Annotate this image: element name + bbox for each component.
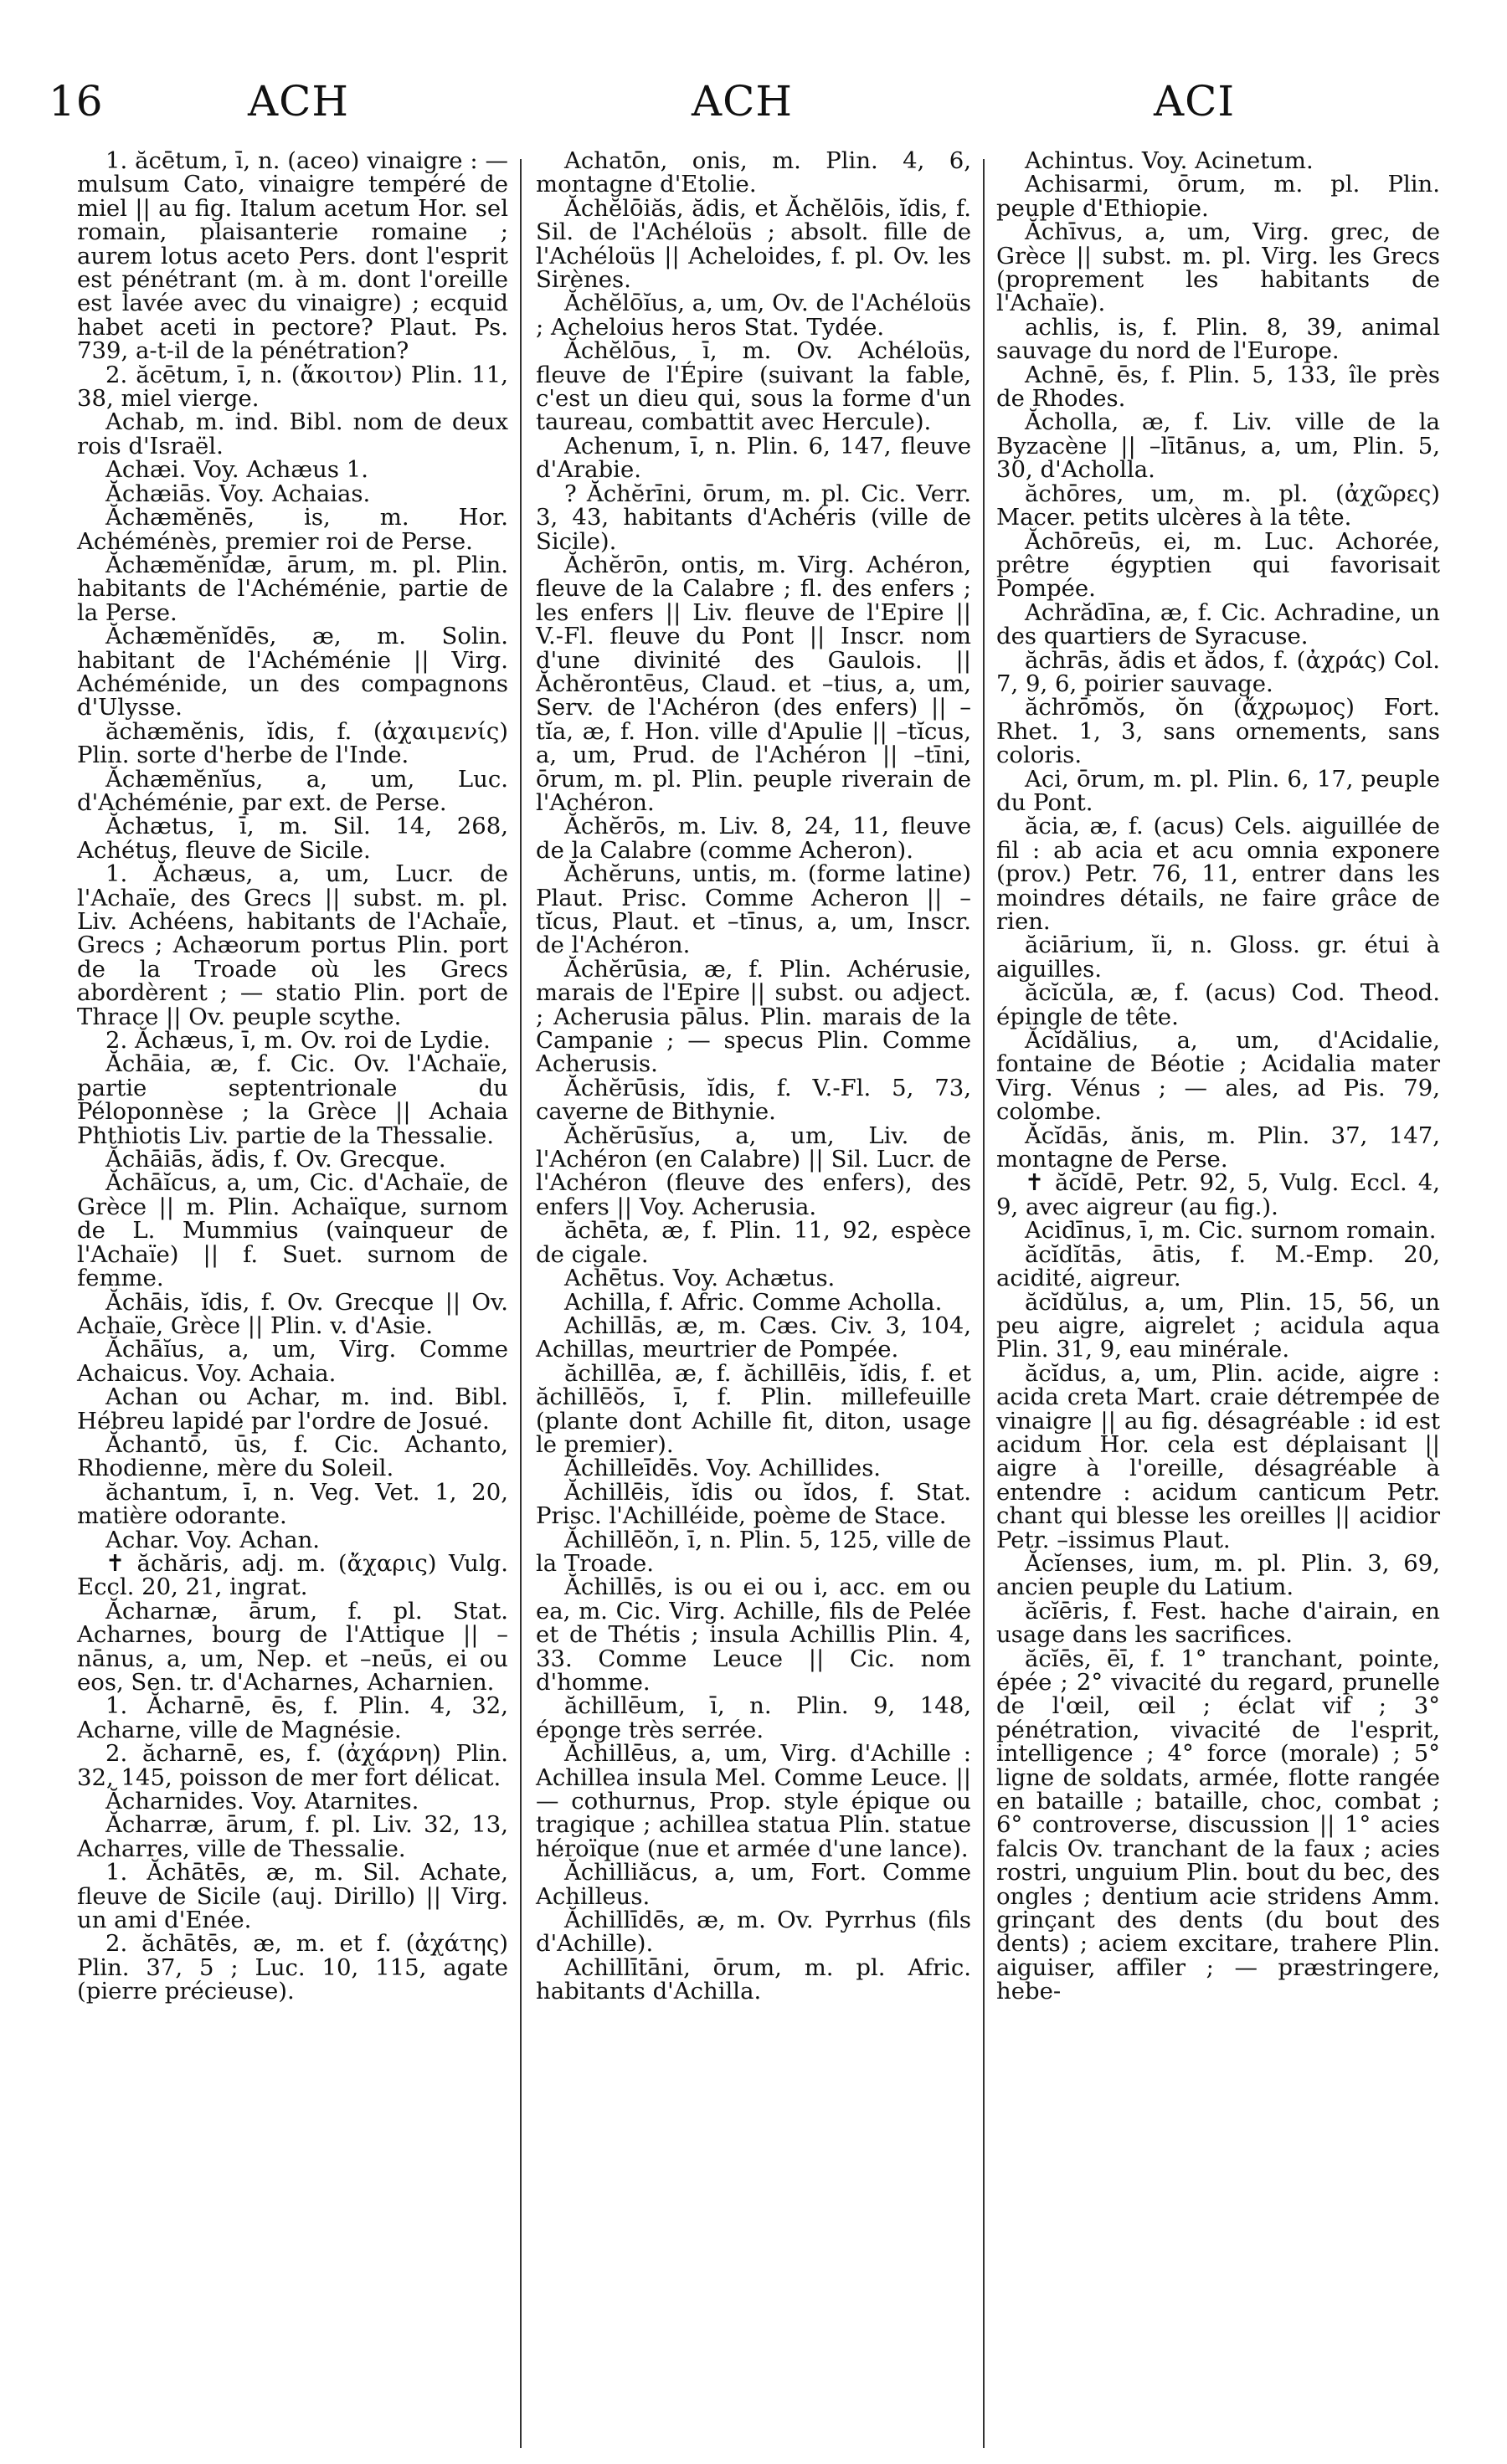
- entry: Achillītāni, ōrum, m. pl. Afric. habitants d'Achilla.: [536, 1953, 971, 2005]
- column-3: [996, 149, 1440, 2004]
- entry: Ăchĕrōs, m. Liv. 8, 24, 11, fleuve de la Calabre (comme Acheron).: [536, 813, 971, 864]
- entry: Achisarmi, ōrum, m. pl. Plin. peuple d'Ethiopie.: [996, 171, 1440, 222]
- entry: Ăchāia, æ, f. Cic. Ov. l'Achaïe, partie septentrionale du Péloponnèse ; la Grèce || Achaia Phthiotis Liv. partie de la Thessalie.: [77, 1050, 508, 1149]
- entry: Ăchillīdēs, æ, m. Ov. Pyrrhus (fils d'Achille).: [536, 1907, 971, 1958]
- entry: Ăchĕrōn, ontis, m. Virg. Achéron, fleuve de la Calabre ; fl. des enfers ; les enfers || Liv. fleuve de l'Epire || V.-Fl. fleuve du Pont || Inscr. nom d'une divinité des Gaulois. || Ăchĕrontēus, Claud. et –tius, a, um, Serv. de l'Achéron (des enfers) || –tĭa, æ, f. Hon. ville d'Apulie || –tĭcus, a, um, Prud. de l'Achéron || –tīni, ōrum, m. pl. Plin. peuple riverain de l'Achéron.: [536, 551, 971, 816]
- column-2: [536, 149, 971, 2004]
- entry: ăcĭcŭla, æ, f. (acus) Cod. Theod. épingle de tête.: [996, 979, 1440, 1030]
- entry: Achæi. Voy. Achæus 1.: [105, 456, 368, 484]
- entry: Ăchĕlōiăs, ădis, et Ăchĕlōis, ĭdis, f. Sil. de l'Achéloüs ; absolt. fille de l'Achéloüs || Acheloides, f. pl. Ov. les Sirènes.: [536, 194, 971, 294]
- entry: Ăchæmĕnēs, is, m. Hor. Achéménès, premier roi de Perse.: [77, 504, 508, 555]
- entry: Ăchāiās, ădis, f. Ov. Grecque.: [105, 1146, 446, 1173]
- entry: ăchōres, um, m. pl. (ἀχῶρες) Macer. petits ulcères à la tête.: [996, 480, 1440, 531]
- page-number: 16: [49, 77, 104, 126]
- entry: Ăchæmĕnĭdēs, æ, m. Solin. habitant de l'Achéménie || Virg. Achéménide, un des compagnons d'Ulysse.: [77, 623, 508, 721]
- entry: Ăcharnæ, ārum, f. pl. Stat. Acharnes, bourg de l'Attique || –nānus, a, um, Nep. et –neūs, ei ou eos, Sen. tr. d'Acharnes, Acharnien.: [77, 1597, 508, 1696]
- entry: Achenum, ī, n. Plin. 6, 147, fleuve d'Arabie.: [536, 432, 971, 484]
- entry: ăcĭēs, ēī, f. 1° tranchant, pointe, épée ; 2° vivacité du regard, prunelle de l'œil, œil ; éclat vif ; 3° pénétration, vivacité de l'esprit, intelligence ; 4° force (morale) ; 5° ligne de soldats, armée, flotte rangée en bataille ; bataille, choc, combat ; 6° controverse, discussion || 1° acies falcis Ov. tranchant de la faux ; acies rostri, unguium Plin. bout du bec, des ongles ; dentium acie stridens Amm. grinçant des dents (du bout des dents) ; aciem excitare, trahere Plin. aiguiser, affiler ; — præstringere, hebe-: [996, 1645, 1440, 2005]
- entry: Ăchillēŏn, ī, n. Plin. 5, 125, ville de la Troade.: [536, 1526, 971, 1577]
- entry: Ăchĕrūsis, ĭdis, f. V.-Fl. 5, 73, caverne de Bithynie.: [536, 1074, 971, 1126]
- entry: ăchēta, æ, f. Plin. 11, 92, espèce de cigale.: [536, 1217, 971, 1268]
- entry: Ăchilleīdēs. Voy. Achillides.: [564, 1455, 882, 1482]
- entry: Achatōn, onis, m. Plin. 4, 6, montagne d'Etolie.: [536, 147, 971, 198]
- entry: Ăchĕlōĭus, a, um, Ov. de l'Achéloüs ; Acheloius heros Stat. Tydée.: [536, 290, 971, 341]
- entry: Ăchillēs, is ou ei ou i, acc. em ou ea, m. Cic. Virg. Achille, fils de Pelée et de Thétis ; insula Achillis Plin. 4, 33. Comme Leuce || Cic. nom d'homme.: [536, 1573, 971, 1696]
- entry: Ăchĕruns, untis, m. (forme latine) Plaut. Prisc. Comme Acheron || –tĭcus, Plaut. et –tīnus, a, um, Inscr. de l'Achéron.: [536, 860, 971, 959]
- entry: Ăchāĭus, a, um, Virg. Comme Achaicus. Voy. Achaia.: [77, 1336, 508, 1387]
- entry: Ăchæmĕnĭdæ, ārum, m. pl. Plin. habitants de l'Achéménie, partie de la Perse.: [77, 551, 508, 626]
- entry: Achrădīna, æ, f. Cic. Achradine, un des quartiers de Syracuse.: [996, 598, 1440, 650]
- entry: 2. ăchātēs, æ, m. et f. (ἀχάτης) Plin. 37, 5 ; Luc. 10, 115, agate (pierre précieuse).: [77, 1930, 508, 2005]
- entry: Ăcĭenses, ium, m. pl. Plin. 3, 69, ancien peuple du Latium.: [996, 1549, 1440, 1601]
- entry: 2. Ăchæus, ī, m. Ov. roi de Lydie.: [105, 1027, 491, 1055]
- entry: Ăcĭdās, ănis, m. Plin. 37, 147, montagne de Perse.: [996, 1122, 1440, 1173]
- entry: achlis, is, f. Plin. 8, 39, animal sauvage du nord de l'Europe.: [996, 313, 1440, 365]
- header-center-guide: ACH: [692, 77, 793, 126]
- entry: Achillās, æ, m. Cæs. Civ. 3, 104, Achillas, meurtrier de Pompée.: [536, 1312, 971, 1363]
- entry: Achar. Voy. Achan.: [105, 1526, 321, 1553]
- entry: 1. ăcētum, ī, n. (aceo) vinaigre : — mulsum Cato, vinaigre tempéré de miel || au fig. Italum acetum Hor. sel romain, plaisanterie romaine ; aurem lotus aceto Pers. dont l'esprit est pénétrant (m. à m. dont l'oreille est lavée avec du vinaigre) ; ecquid habet aceti in pectore? Plaut. Ps. 739, a-t-il de la pénétration?: [77, 147, 508, 365]
- entry: ăciārium, ĭi, n. Gloss. gr. étui à aiguilles.: [996, 932, 1440, 983]
- entry: Ăcholla, æ, f. Liv. ville de la Byzacène || –lītānus, a, um, Plin. 5, 30, d'Acholla.: [996, 408, 1440, 484]
- entry: Ăcharræ, ārum, f. pl. Liv. 32, 13, Acharres, ville de Thessalie.: [77, 1811, 508, 1862]
- entry: Ăchillēis, ĭdis ou ĭdos, f. Stat. Prisc. l'Achilléide, poème de Stace.: [536, 1478, 971, 1530]
- entry: ăcĭēris, f. Fest. hache d'airain, en usage dans les sacrifices.: [996, 1597, 1440, 1649]
- entry: ăchillēum, ī, n. Plin. 9, 148, éponge très serrée.: [536, 1692, 971, 1743]
- entry: ăcĭdus, a, um, Plin. acide, aigre : acida creta Mart. craie détrempée de vinaigre || au fig. désagréable : id est acidum Hor. cela est déplaisant || aigre à l'oreille, désagréable à entendre : acidum canticum Petr. chant qui blesse les oreilles || acidior Petr. –issimus Plaut.: [996, 1359, 1440, 1553]
- entry: 1. Ăchæus, a, um, Lucr. de l'Achaïe, des Grecs || subst. m. pl. Liv. Achéens, habitants de l'Achaïe, Grecs ; Achæorum portus Plin. port de la Troade où les Grecs abordèrent ; — statio Plin. port de Thrace || Ov. peuple scythe.: [77, 860, 508, 1030]
- entry: ✝ ăcĭdē, Petr. 92, 5, Vulg. Eccl. 4, 9, avec aigreur (au fig.).: [996, 1169, 1440, 1220]
- entry: ✝ ăchăris, adj. m. (ἄχαρις) Vulg. Eccl. 20, 21, ingrat.: [77, 1549, 508, 1601]
- header-right-guide: ACI: [1154, 77, 1236, 126]
- entry: Ăchĕrūsia, æ, f. Plin. Achérusie, marais de l'Epire || subst. ou adject. ; Acherusia pālus. Plin. marais de la Campanie ; — specus Plin. Comme Acherusis.: [536, 955, 971, 1078]
- entry: Ăchĕlōus, ī, m. Ov. Achéloüs, fleuve de l'Épire (suivant la fable, c'est un dieu qui, sous la forme d'un taureau, combattit avec Hercule).: [536, 337, 971, 436]
- entry: Achan ou Achar, m. ind. Bibl. Hébreu lapidé par l'ordre de Josué.: [77, 1383, 508, 1435]
- entry: ăcia, æ, f. (acus) Cels. aiguillée de fil : ab acia et acu omnia exponere (prov.) Petr. 76, 11, entrer dans les moindres détails, ne faire grâce de rien.: [996, 813, 1440, 935]
- entry: ? Ăchĕrīni, ōrum, m. pl. Cic. Verr. 3, 43, habitants d'Achéris (ville de Sicile).: [536, 480, 971, 555]
- entry: Ăchætus, ī, m. Sil. 14, 268, Achétus, fleuve de Sicile.: [77, 813, 508, 864]
- entry: Ăchilliăcus, a, um, Fort. Comme Achilleus.: [536, 1859, 971, 1910]
- column-divider: [983, 159, 985, 2448]
- entry: Acidīnus, ī, m. Cic. surnom romain.: [1025, 1217, 1437, 1245]
- entry: ăchrās, ădis et ădos, f. (ἀχράς) Col. 7, 9, 6, poirier sauvage.: [996, 646, 1440, 697]
- column-1: [77, 149, 508, 2004]
- entry: Ăchīvus, a, um, Virg. grec, de Grèce || subst. m. pl. Virg. les Grecs (proprement les habitants de l'Achaïe).: [996, 218, 1440, 317]
- entry: Ăchōreūs, ei, m. Luc. Achorée, prêtre égyptien qui favorisait Pompée.: [996, 527, 1440, 603]
- entry: Achab, m. ind. Bibl. nom de deux rois d'Israël.: [77, 408, 508, 459]
- column-divider: [520, 159, 522, 2448]
- entry: ăchæmĕnis, ĭdis, f. (ἀχαιμενίς) Plin. sorte d'herbe de l'Inde.: [77, 717, 508, 769]
- entry: 1. Ăcharnē, ēs, f. Plin. 4, 32, Acharne, ville de Magnésie.: [77, 1692, 508, 1743]
- entry: Ăchĕrūsĭus, a, um, Liv. de l'Achéron (en Calabre) || Sil. Lucr. de l'Achéron (fleuve des enfers), des enfers || Voy. Acherusia.: [536, 1122, 971, 1220]
- entry: ăchrōmŏs, ŏn (ἄχρωμος) Fort. Rhet. 1, 3, sans ornements, sans coloris.: [996, 694, 1440, 769]
- entry: Ăchæiās. Voy. Achaias.: [105, 480, 371, 507]
- entry: Ăchillēus, a, um, Virg. d'Achille : Achillea insula Mel. Comme Leuce. || — cothurnus, Prop. style épique ou tragique ; achillea statua Plin. statue héroïque (nue et armée d'une lance).: [536, 1740, 971, 1862]
- entry: ăchillēa, æ, f. ăchillēis, ĭdis, f. et ăchillēŏs, ī, f. Plin. millefeuille (plante dont Achille fit, diton, usage le premier).: [536, 1359, 971, 1458]
- header-left-guide: ACH: [248, 77, 349, 126]
- running-header: [0, 77, 1507, 152]
- entry: Achintus. Voy. Acinetum.: [1025, 147, 1314, 174]
- entry: ăchantum, ī, n. Veg. Vet. 1, 20, matière odorante.: [77, 1478, 508, 1530]
- entry: 2. ăcētum, ī, n. (ἄκοιτον) Plin. 11, 38, miel vierge.: [77, 361, 508, 413]
- entry: 2. ăcharnē, es, f. (ἀχάρνη) Plin. 32, 145, poisson de mer fort délicat.: [77, 1740, 508, 1791]
- entry: Ăchāĭcus, a, um, Cic. d'Achaïe, de Grèce || m. Plin. Achaïque, surnom de L. Mummius (vainqueur de l'Achaïe) || f. Suet. surnom de femme.: [77, 1169, 508, 1292]
- entry: Ăcharnides. Voy. Atarnites.: [105, 1788, 419, 1815]
- entry: Ăchantō, ūs, f. Cic. Achanto, Rhodienne, mère du Soleil.: [77, 1430, 508, 1482]
- entry: Ăchæmĕnĭus, a, um, Luc. d'Achéménie, par ext. de Perse.: [77, 765, 508, 816]
- entry: Achnē, ēs, f. Plin. 5, 133, île près de Rhodes.: [996, 361, 1440, 413]
- entry: Ăchāis, ĭdis, f. Ov. Grecque || Ov. Achaïe, Grèce || Plin. v. d'Asie.: [77, 1288, 508, 1339]
- entry: Achētus. Voy. Achætus.: [564, 1265, 836, 1292]
- entry: Aci, ōrum, m. pl. Plin. 6, 17, peuple du Pont.: [996, 765, 1440, 816]
- entry: ăcĭdŭlus, a, um, Plin. 15, 56, un peu aigre, aigrelet ; acidula aqua Plin. 31, 9, eau minérale.: [996, 1288, 1440, 1363]
- entry: Achilla, f. Afric. Comme Acholla.: [564, 1288, 943, 1316]
- entry: ăcĭdĭtās, ātis, f. M.-Emp. 20, acidité, aigreur.: [996, 1240, 1440, 1292]
- entry: Ăcĭdălius, a, um, d'Acidalie, fontaine de Béotie ; Acidalia mater Virg. Vénus ; — ales, ad Pis. 79, colombe.: [996, 1027, 1440, 1126]
- entry: 1. Ăchātēs, æ, m. Sil. Achate, fleuve de Sicile (auj. Dirillo) || Virg. un ami d'Enée.: [77, 1859, 508, 1934]
